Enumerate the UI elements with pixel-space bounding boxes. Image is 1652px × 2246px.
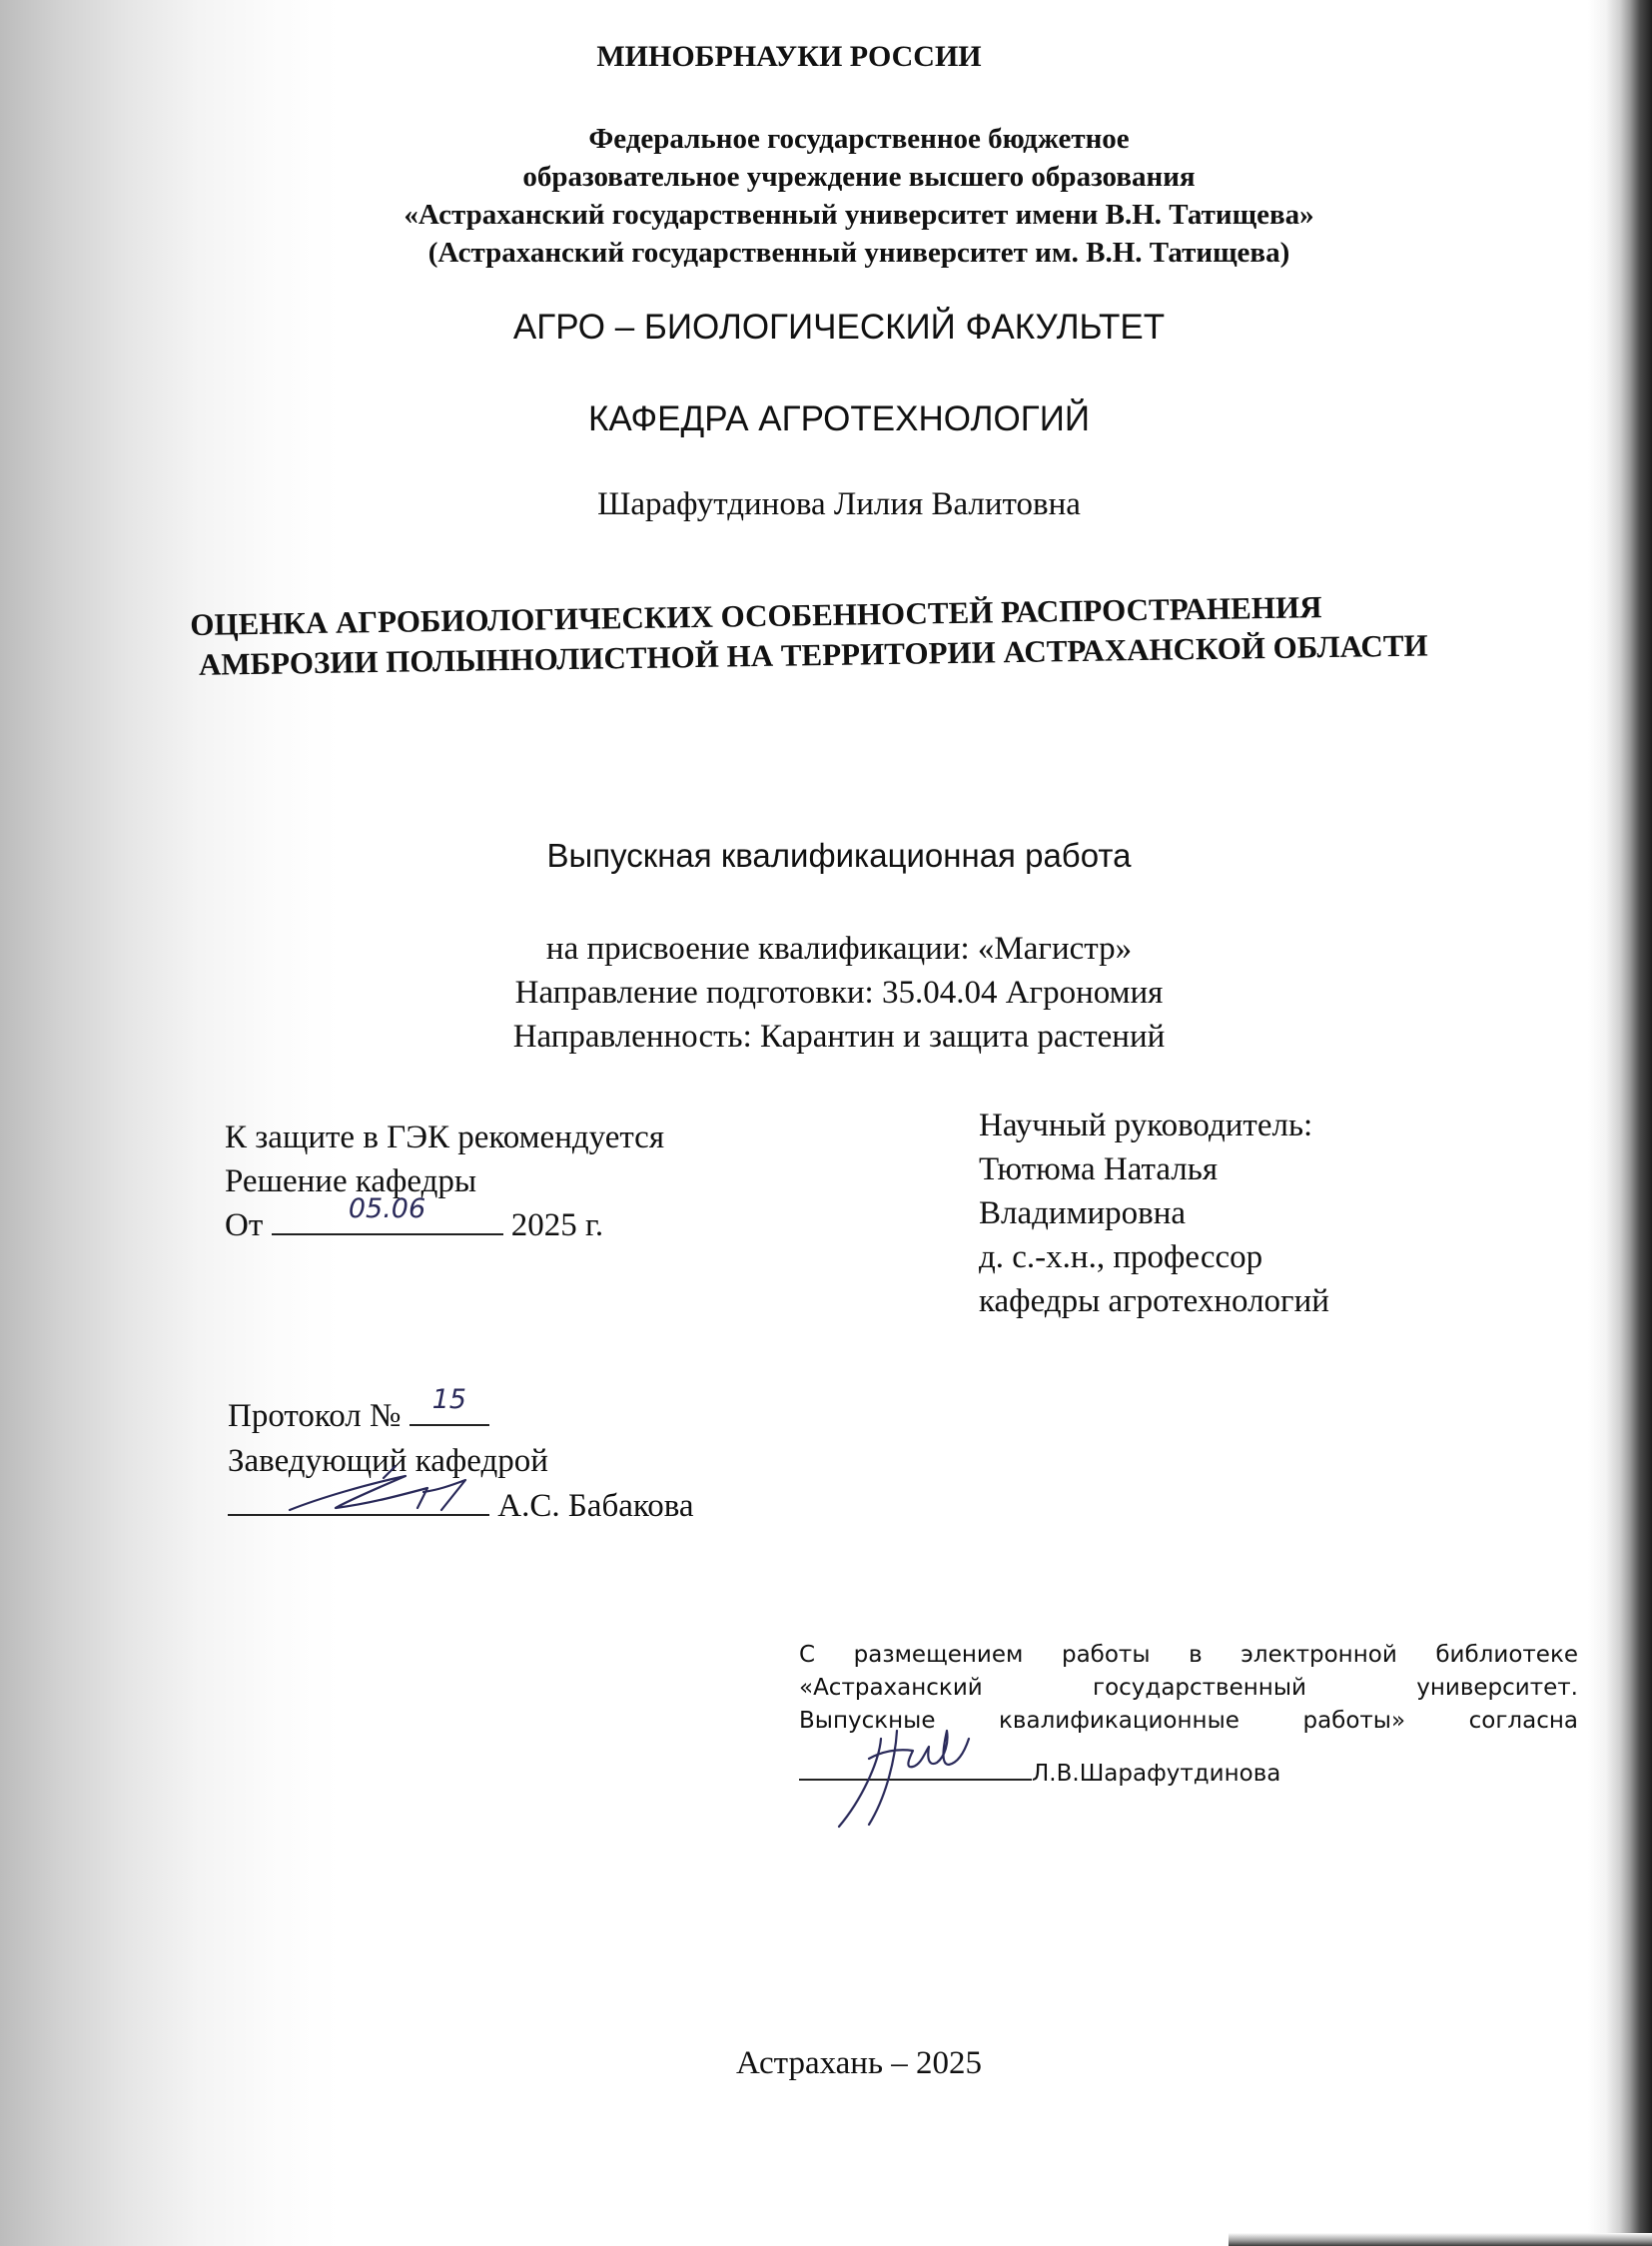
protocol-block <box>228 1384 847 1529</box>
department-name: КАФЕДРА АГРОТЕХНОЛОГИЙ <box>587 399 1091 438</box>
date-prefix: От <box>225 1207 264 1243</box>
consent-line: С размещением работы в электронной библиотеке <box>799 1642 1578 1668</box>
consent-signature-line <box>799 1753 1578 1787</box>
handwritten-protocol-number: 15 <box>431 1384 466 1415</box>
defense-recommendation <box>225 1116 844 1247</box>
author-signature-mark <box>809 1703 1009 1833</box>
title-line: ОЦЕНКА АГРОБИОЛОГИЧЕСКИХ ОСОБЕННОСТЕЙ РАСПРОСТРАНЕНИЯ <box>190 589 1322 642</box>
consent-line: Выпускные квалификационные работы» согласна <box>799 1708 1578 1734</box>
supervisor-label: Научный руководитель: <box>979 1108 1313 1143</box>
supervisor-degree: д. с.-х.н., профессор <box>979 1239 1263 1275</box>
supervisor-name: Тютюма Наталья <box>979 1151 1219 1187</box>
specialization-line: Направленность: Карантин и защита растений <box>512 1019 1166 1055</box>
supervisor-block <box>979 1104 1538 1323</box>
work-type: Выпускная квалификационная работа <box>546 837 1132 874</box>
institution-name <box>270 120 1448 272</box>
author-name: Шарафутдинова Лилия Валитовна <box>597 486 1081 522</box>
supervisor-position: кафедры агротехнологий <box>979 1283 1329 1319</box>
title-line: АМБРОЗИИ ПОЛЫННОЛИСТНОЙ НА ТЕРРИТОРИИ АСТРАХАНСКОЙ ОБЛАСТИ <box>198 627 1428 682</box>
head-signature-mark <box>228 1458 487 1518</box>
department-decision-label: Решение кафедры <box>225 1163 477 1199</box>
city-year: Астрахань – 2025 <box>735 2045 983 2081</box>
supervisor-patronymic: Владимировна <box>979 1195 1187 1231</box>
qualification-line: на присвоение квалификации: «Магистр» <box>545 931 1133 967</box>
protocol-label: Протокол № <box>228 1398 402 1434</box>
institution-line: «Астраханский государственный университет имени В.Н. Татищева» <box>404 199 1314 231</box>
head-name: А.С. Бабакова <box>497 1488 694 1524</box>
consent-signer-name: Л.В.Шарафутдинова <box>1032 1761 1281 1787</box>
institution-line: (Астраханский государственный университет им. В.Н. Татищева) <box>427 237 1290 269</box>
institution-line: образовательное учреждение высшего образования <box>522 161 1196 193</box>
signature-field <box>228 1484 489 1516</box>
defense-line: К защите в ГЭК рекомендуется <box>225 1120 665 1155</box>
ministry-heading: МИНОБРНАУКИ РОССИИ <box>596 40 982 73</box>
scan-edge-shadow <box>1229 2233 1652 2246</box>
protocol-number-field <box>410 1384 489 1426</box>
date-year: 2025 г. <box>510 1207 604 1243</box>
date-field <box>272 1193 503 1235</box>
direction-line: Направление подготовки: 35.04.04 Агрономия <box>514 975 1164 1011</box>
handwritten-date: 05.06 <box>348 1193 426 1224</box>
head-of-department-label: Заведующий кафедрой <box>228 1443 548 1479</box>
consent-signature-field <box>799 1753 1032 1781</box>
institution-line: Федеральное государственное бюджетное <box>588 123 1130 155</box>
faculty-name: АГРО – БИОЛОГИЧЕСКИЙ ФАКУЛЬТЕТ <box>512 308 1166 347</box>
qualification-block <box>400 927 1278 1059</box>
consent-line: «Астраханский государственный университет. <box>799 1675 1578 1701</box>
decision-date-line <box>225 1193 844 1247</box>
protocol-line <box>228 1384 847 1439</box>
head-signature-line <box>228 1484 847 1529</box>
